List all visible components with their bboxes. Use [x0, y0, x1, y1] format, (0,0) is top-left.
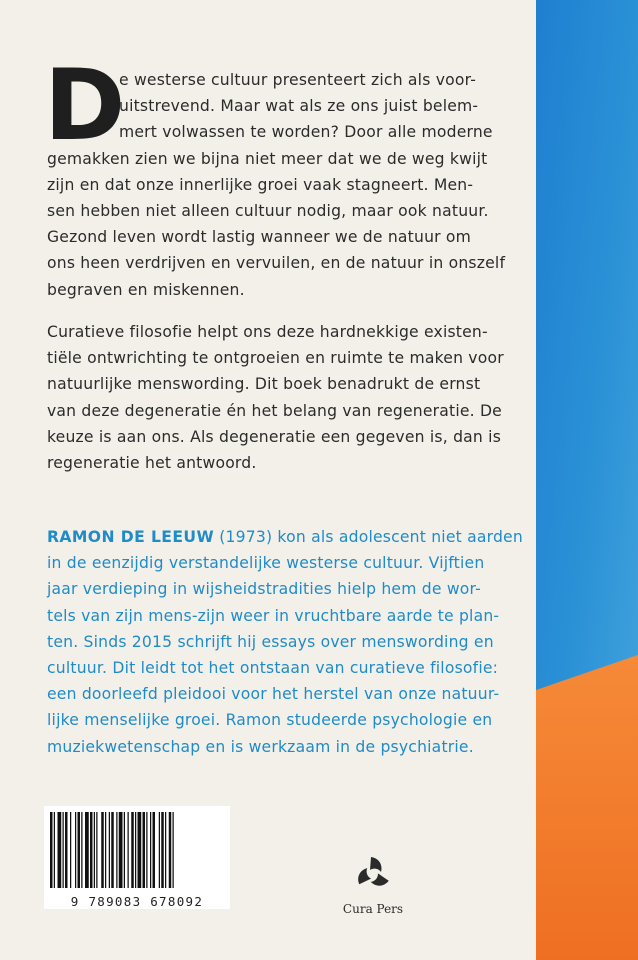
- barcode-bar: [105, 812, 106, 888]
- text-line: mert volwassen te worden? Door alle moderne: [119, 123, 493, 142]
- text-line: in de eenzijdig verstandelijke westerse cultuur. Vijftien: [47, 554, 485, 573]
- barcode-bar: [153, 812, 156, 888]
- barcode-bar: [63, 812, 64, 888]
- text-line: tels van zijn mens-zijn weer in vruchtbare aarde te plan-: [47, 606, 500, 625]
- second-paragraph: [47, 319, 512, 476]
- text-line: ons heen verdrijven en vervuilen, en de natuur in onszelf: [47, 254, 506, 273]
- text-line: [47, 524, 523, 550]
- cover-edge-artwork: [536, 0, 638, 960]
- text-line: muziekwetenschap en is werkzaam in de psychiatrie.: [47, 737, 474, 756]
- barcode-bar: [96, 812, 97, 888]
- text-line: Curatieve filosofie helpt ons deze hardnekkige existen-: [47, 323, 488, 341]
- text-line: zijn en dat onze innerlijke groei vaak stagneert. Men-: [47, 175, 474, 194]
- barcode-bar: [128, 812, 129, 888]
- text-line: regeneratie het antwoord.: [47, 453, 257, 472]
- barcode-bar: [81, 812, 82, 888]
- text-line: e westerse cultuur presenteert zich als voor-: [119, 71, 477, 89]
- text-line: gemakken zien we bijna niet meer dat we de weg kwijt: [47, 149, 488, 168]
- text-line: uitstrevend. Maar wat als ze ons juist belem-: [119, 97, 479, 116]
- barcode-bar: [85, 812, 89, 888]
- barcode-bar: [94, 812, 95, 888]
- barcode-bar: [109, 812, 110, 888]
- text-line: lijke menselijke groei. Ramon studeerde psychologie en: [47, 711, 493, 730]
- drop-cap: D: [44, 49, 124, 163]
- text-line: sen hebben niet alleen cultuur nodig, maar ook natuur.: [47, 201, 489, 220]
- text-line: cultuur. Dit leidt tot het ontstaan van curatieve filosofie:: [47, 658, 499, 677]
- author-name: RAMON DE LEEUW: [47, 528, 215, 546]
- barcode-bar: [143, 812, 146, 888]
- author-bio-first-line: (1973) kon als adolescent niet aarden: [214, 528, 523, 546]
- barcode-bar: [169, 812, 172, 888]
- text-line: keuze is aan ons. Als degeneratie een gegeven is, dan is: [47, 427, 502, 446]
- barcode-bar: [131, 812, 134, 888]
- text-line: begraven en miskennen.: [47, 280, 245, 299]
- text-line: tiële ontwrichting te ontgroeien en ruimte te maken voor: [47, 349, 504, 368]
- barcode-bar: [101, 812, 104, 888]
- text-line: Gezond leven wordt lastig wanneer we de natuur om: [47, 228, 472, 247]
- barcode-bar: [111, 812, 114, 888]
- triskelion-logo-icon: [353, 854, 393, 894]
- gradient-artwork-icon: [536, 0, 638, 960]
- text-line: van deze degeneratie én het belang van regeneratie. De: [47, 401, 502, 420]
- text-line: een doorleefd pleidooi voor het herstel van onze natuur-: [47, 685, 500, 704]
- barcode-bar: [165, 812, 166, 888]
- text-line: natuurlijke menswording. Dit boek benadrukt de ernst: [47, 375, 481, 394]
- barcode-bar: [78, 812, 81, 888]
- barcode-bar: [70, 812, 71, 888]
- barcode-bar: [116, 812, 117, 888]
- barcode-bar: [135, 812, 136, 888]
- barcode-bar: [90, 812, 93, 888]
- barcode-bar: [50, 812, 53, 888]
- barcode-bar: [75, 812, 76, 888]
- barcode-bar: [150, 812, 151, 888]
- barcode-bar: [138, 812, 142, 888]
- barcode-bar: [146, 812, 147, 888]
- text-line: jaar verdieping in wijsheidstradities hielp hem de wor-: [47, 580, 481, 599]
- isbn-number: 9 789083 678092: [70, 894, 204, 909]
- intro-paragraph: [47, 67, 512, 303]
- isbn-barcode: [44, 806, 230, 909]
- barcode-bar: [119, 812, 123, 888]
- publisher-mark: [323, 854, 423, 916]
- barcode-icon: [44, 806, 230, 892]
- barcode-bar: [161, 812, 164, 888]
- barcode-bar: [65, 812, 68, 888]
- author-bio: [47, 524, 523, 760]
- barcode-bar: [124, 812, 125, 888]
- barcode-bar: [58, 812, 62, 888]
- barcode-bar: [159, 812, 160, 888]
- barcode-bar: [173, 812, 174, 888]
- text-line: ten. Sinds 2015 schrijft hij essays over menswording en: [47, 632, 494, 651]
- publisher-name: Cura Pers: [342, 902, 404, 916]
- barcode-bar: [54, 812, 55, 888]
